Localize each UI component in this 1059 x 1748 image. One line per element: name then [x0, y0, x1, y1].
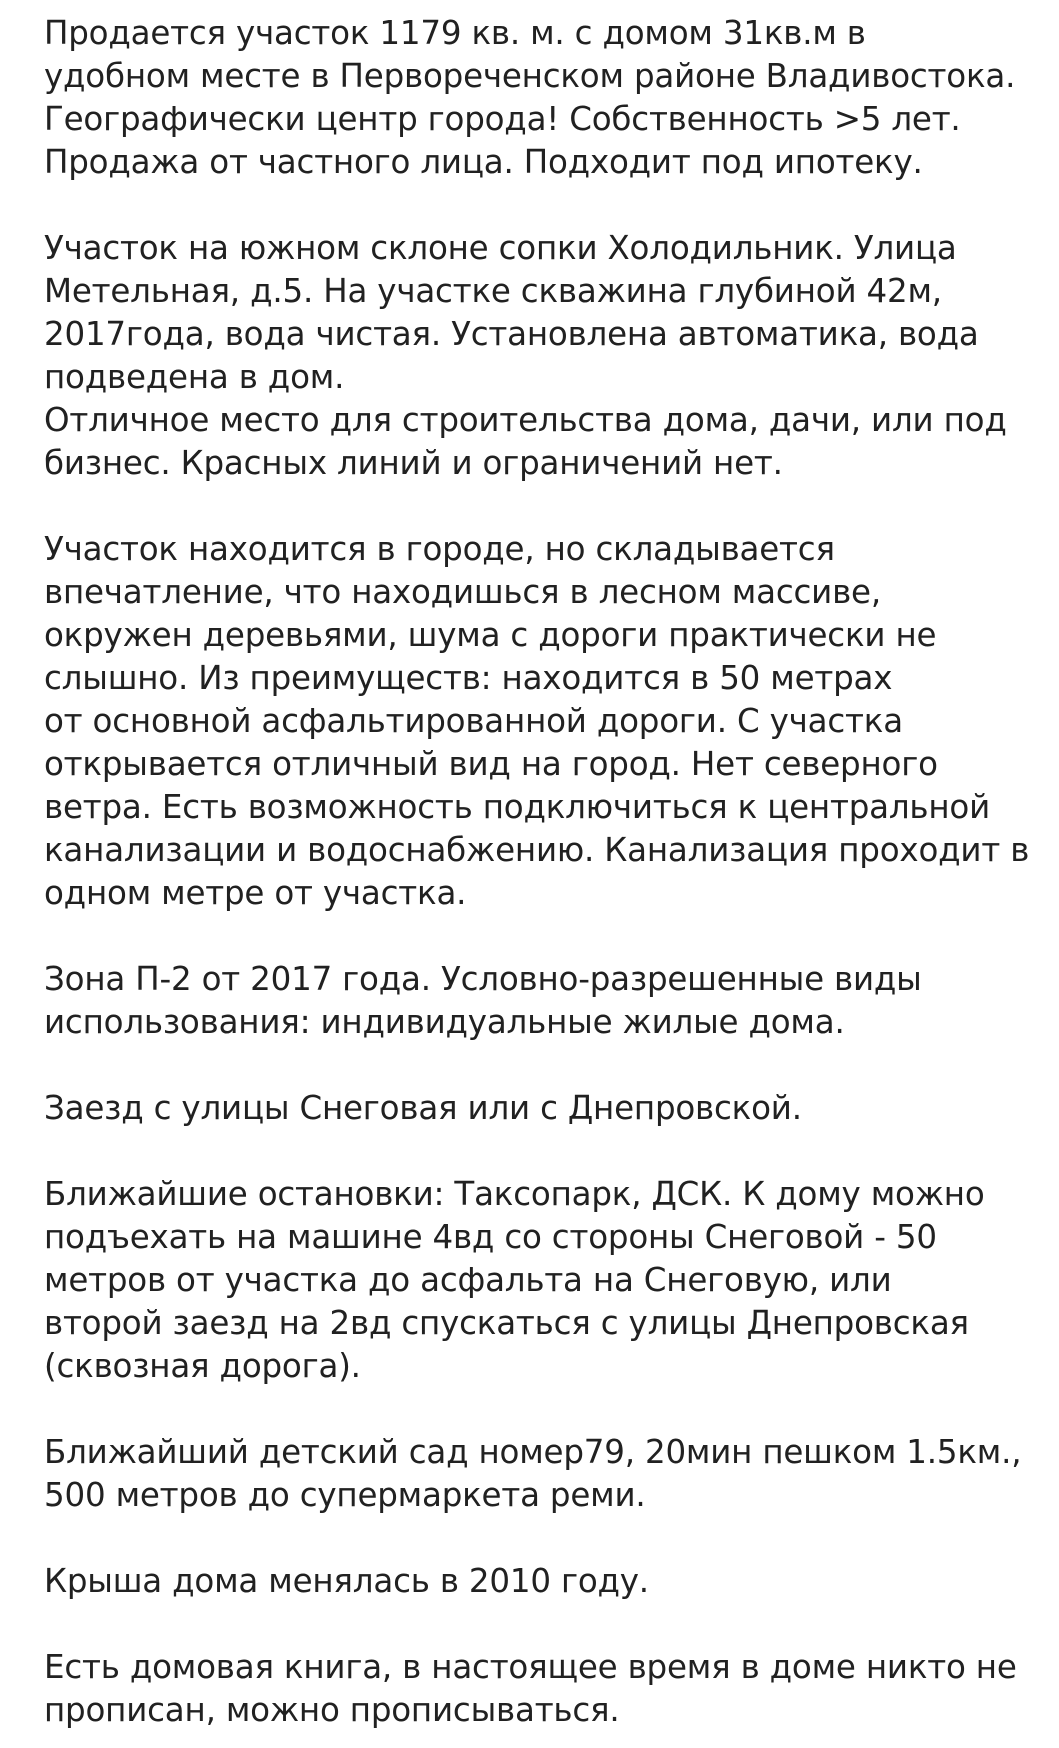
description-line: канализации и водоснабжению. Канализация проходит в — [44, 831, 1030, 869]
description-line: одном метре от участка. — [44, 874, 467, 912]
description-paragraph — [44, 1431, 1054, 1517]
description-line: Зона П-2 от 2017 года. Условно-разрешенные виды — [44, 960, 922, 998]
description-line: прописан, можно прописываться. — [44, 1691, 620, 1729]
description-line: Крыша дома менялась в 2010 году. — [44, 1562, 649, 1600]
description-line: Участок находится в городе, но складывается — [44, 530, 835, 568]
paragraph-spacer — [44, 1044, 1054, 1087]
description-paragraph — [44, 227, 1054, 485]
listing-description — [44, 12, 1054, 1732]
description-line: бизнес. Красных линий и ограничений нет. — [44, 444, 783, 482]
description-line: Заезд с улицы Снеговая или с Днепровской. — [44, 1089, 802, 1127]
description-line: Ближайшие остановки: Таксопарк, ДСК. К дому можно — [44, 1175, 985, 1213]
description-line: подведена в дом. — [44, 358, 345, 396]
paragraph-spacer — [44, 1130, 1054, 1173]
description-line: удобном месте в Первореченском районе Владивостока. — [44, 57, 1016, 95]
description-line: от основной асфальтированной дороги. С участка — [44, 702, 903, 740]
paragraph-spacer — [44, 1603, 1054, 1646]
description-paragraph — [44, 1560, 1054, 1603]
description-line: Метельная, д.5. На участке скважина глубиной 42м, — [44, 272, 942, 310]
description-line: Продажа от частного лица. Подходит под ипотеку. — [44, 143, 923, 181]
description-line: Участок на южном склоне сопки Холодильник. Улица — [44, 229, 957, 267]
description-line: Отличное место для строительства дома, дачи, или под — [44, 401, 1007, 439]
description-line: впечатление, что находишься в лесном массиве, — [44, 573, 881, 611]
description-line: подъехать на машине 4вд со стороны Снеговой - 50 — [44, 1218, 937, 1256]
description-line: 500 метров до супермаркета реми. — [44, 1476, 646, 1514]
description-line: ветра. Есть возможность подключиться к центральной — [44, 788, 991, 826]
paragraph-spacer — [44, 184, 1054, 227]
description-line: окружен деревьями, шума с дороги практически не — [44, 616, 937, 654]
paragraph-spacer — [44, 485, 1054, 528]
paragraph-spacer — [44, 1388, 1054, 1431]
description-line: 2017года, вода чистая. Установлена автоматика, вода — [44, 315, 979, 353]
description-line: Продается участок 1179 кв. м. с домом 31кв.м в — [44, 14, 866, 52]
paragraph-spacer — [44, 915, 1054, 958]
description-line: слышно. Из преимуществ: находится в 50 метрах — [44, 659, 893, 697]
description-paragraph — [44, 958, 1054, 1044]
description-paragraph — [44, 528, 1054, 915]
description-paragraph — [44, 1173, 1054, 1388]
paragraph-spacer — [44, 1517, 1054, 1560]
description-line: Есть домовая книга, в настоящее время в доме никто не — [44, 1648, 1017, 1686]
description-paragraph — [44, 12, 1054, 184]
description-line: открывается отличный вид на город. Нет северного — [44, 745, 938, 783]
description-line: (сквозная дорога). — [44, 1347, 361, 1385]
description-paragraph — [44, 1087, 1054, 1130]
description-line: использования: индивидуальные жилые дома. — [44, 1003, 845, 1041]
description-paragraph — [44, 1646, 1054, 1732]
description-line: второй заезд на 2вд спускаться с улицы Днепровская — [44, 1304, 969, 1342]
description-line: Ближайший детский сад номер79, 20мин пешком 1.5км., — [44, 1433, 1022, 1471]
description-line: Географически центр города! Собственность >5 лет. — [44, 100, 961, 138]
description-line: метров от участка до асфальта на Снеговую, или — [44, 1261, 892, 1299]
